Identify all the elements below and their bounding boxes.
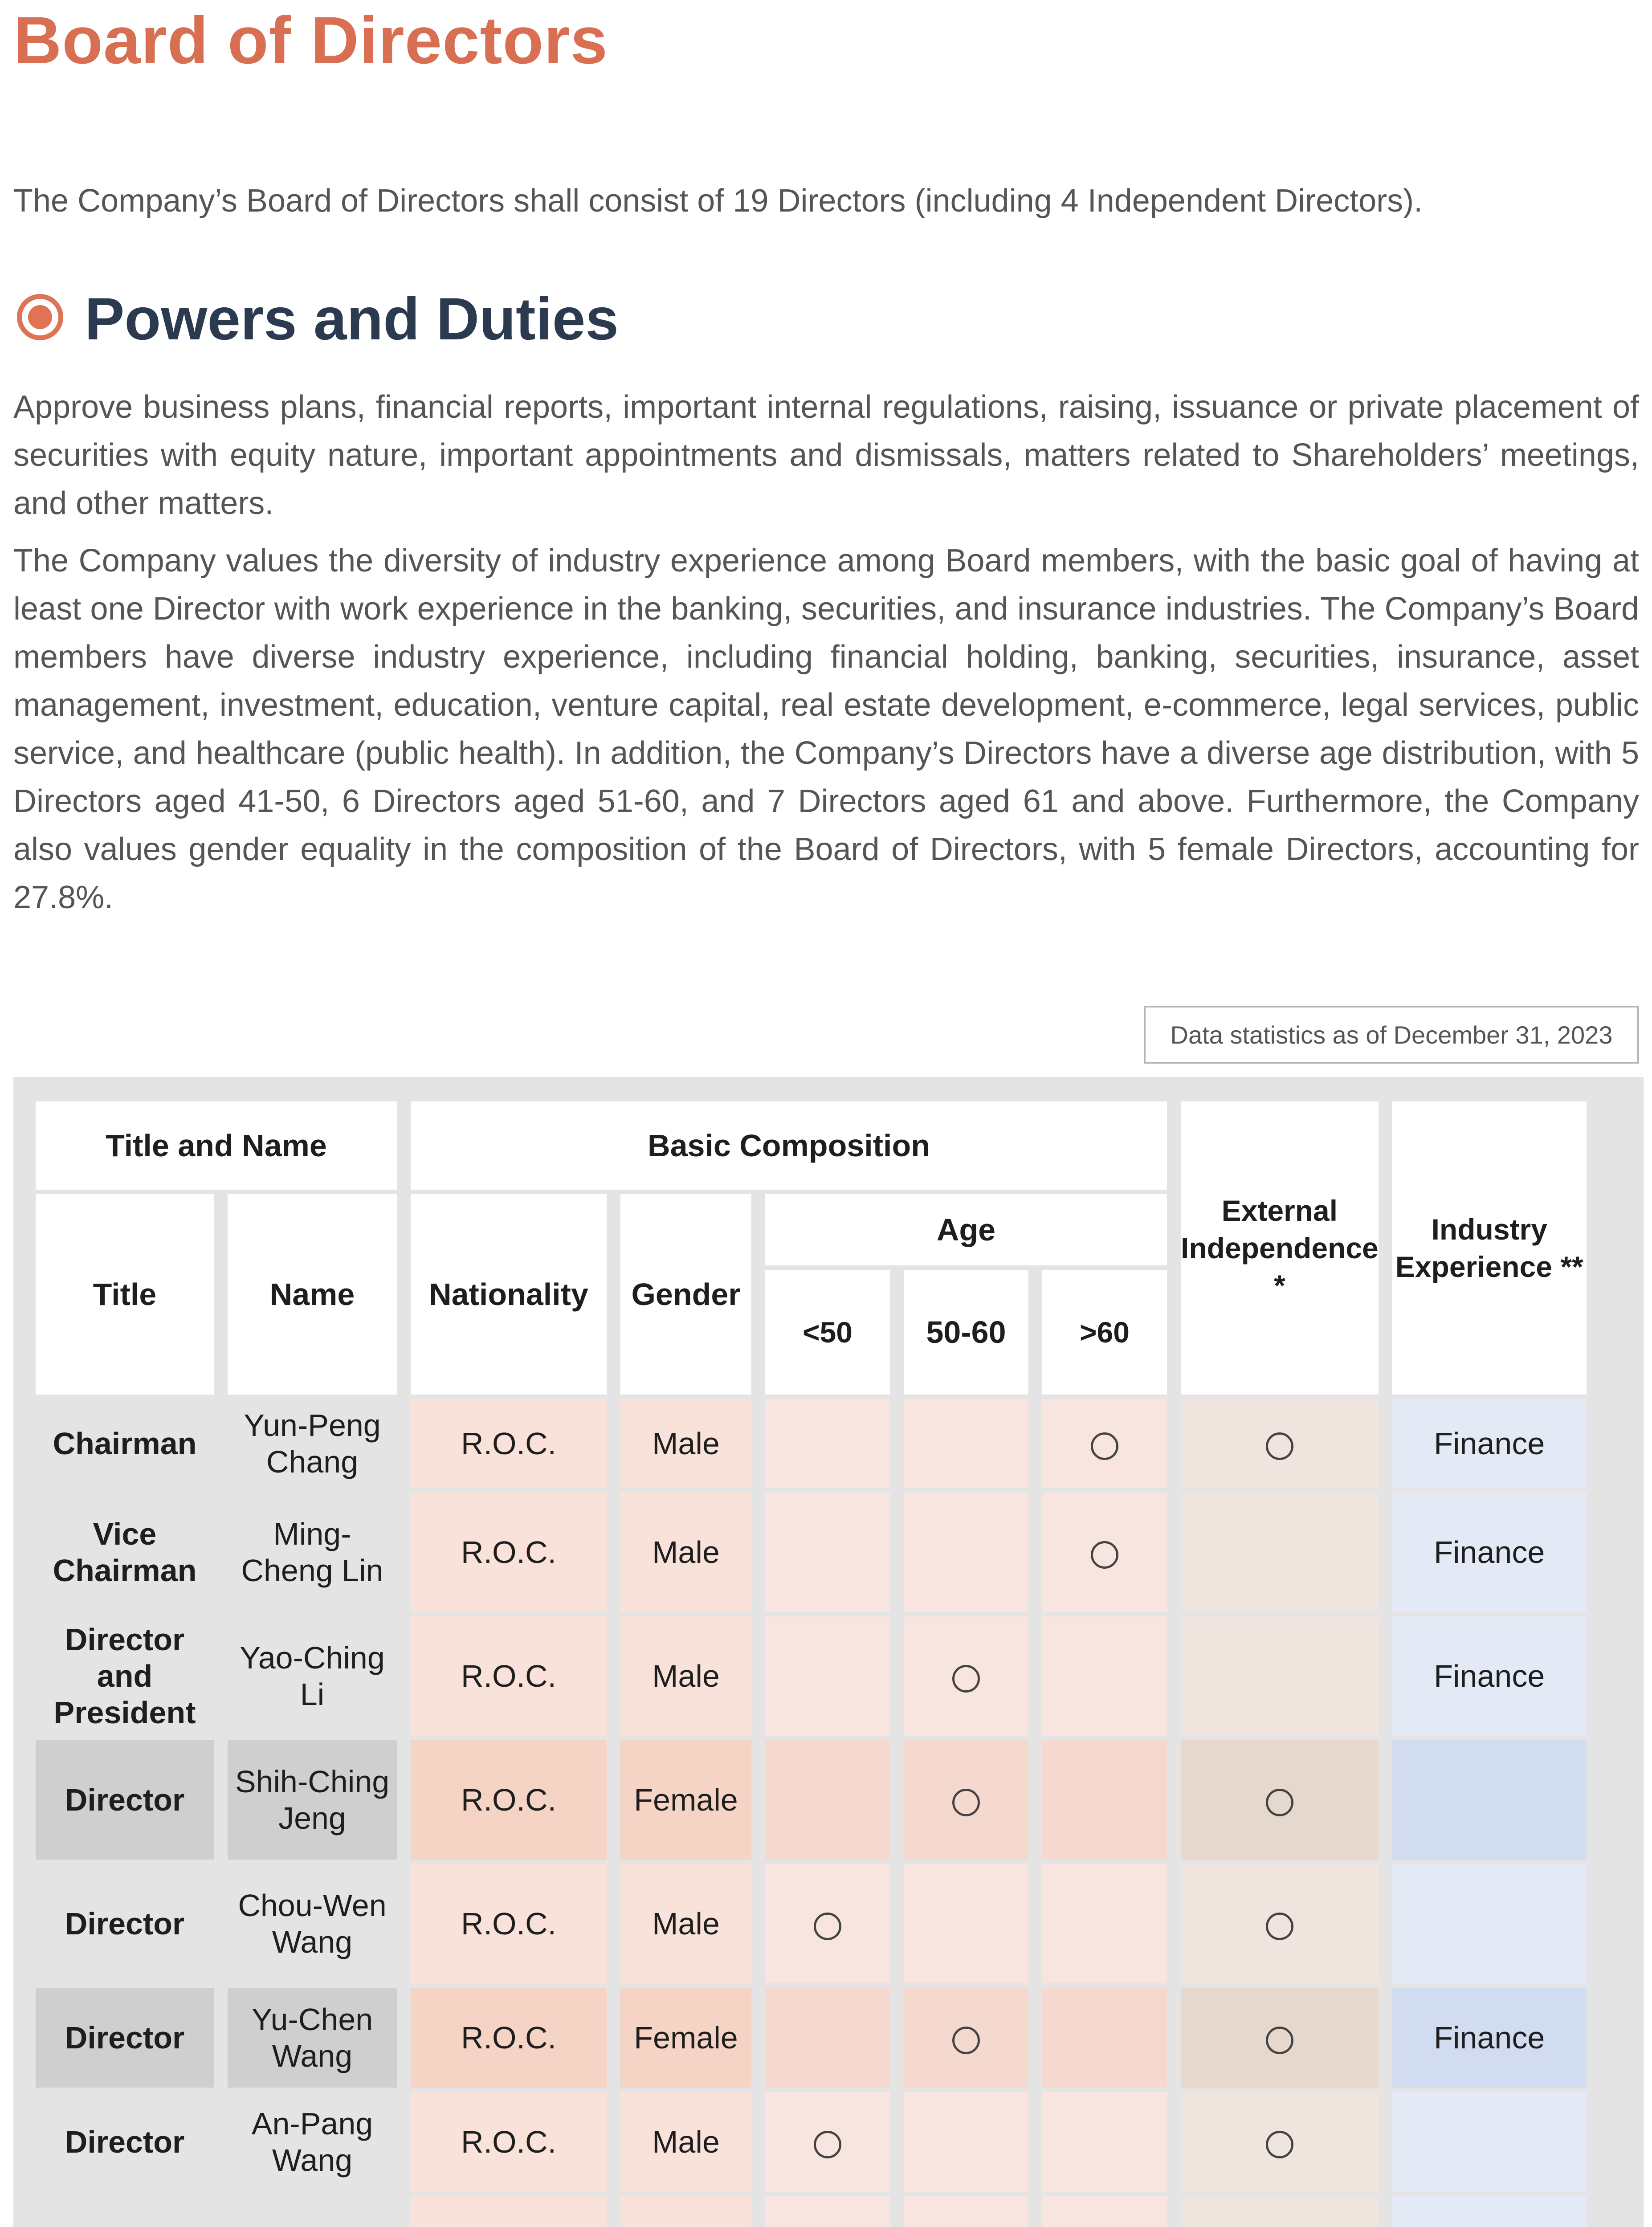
cell-nationality: R.O.C. xyxy=(411,1740,607,1860)
cell-age-50-60 xyxy=(904,2092,1028,2192)
table-row xyxy=(36,1399,1587,1488)
cell-industry-experience xyxy=(1392,2092,1587,2192)
cell-nationality xyxy=(411,2196,607,2227)
cell-age-lt50 xyxy=(765,1988,890,2088)
cell-age-gt60 xyxy=(1042,2196,1167,2227)
table-row xyxy=(36,2092,1587,2192)
cell-name: Ming-Cheng Lin xyxy=(228,1493,397,1612)
table-row xyxy=(36,1740,1587,1860)
header-nationality: Nationality xyxy=(411,1194,607,1395)
cell-industry-experience: Finance xyxy=(1392,1616,1587,1736)
cell-name: Chou-Wen Wang xyxy=(228,1864,397,1983)
page-title: Board of Directors xyxy=(13,3,608,77)
cell-external-independence xyxy=(1181,2092,1379,2192)
cell-title: Director xyxy=(36,1988,214,2088)
cell-age-gt60 xyxy=(1042,2092,1167,2192)
cell-name xyxy=(228,2196,397,2227)
cell-title: Vice Chairman xyxy=(36,1493,214,1612)
header-gender: Gender xyxy=(620,1194,751,1395)
cell-industry-experience: Finance xyxy=(1392,1988,1587,2088)
cell-age-lt50 xyxy=(765,1616,890,1736)
cell-industry-experience xyxy=(1392,2196,1587,2227)
cell-age-gt60 xyxy=(1042,1616,1167,1736)
cell-title xyxy=(36,2196,214,2227)
table-row xyxy=(36,1616,1587,1736)
cell-gender: Male xyxy=(620,1616,751,1736)
cell-age-50-60 xyxy=(904,1493,1028,1612)
cell-gender: Male xyxy=(620,2092,751,2192)
cell-industry-experience xyxy=(1392,1740,1587,1860)
circle-mark-icon xyxy=(952,1665,980,1693)
cell-nationality: R.O.C. xyxy=(411,1493,607,1612)
cell-name: Yao-Ching Li xyxy=(228,1616,397,1736)
cell-external-independence xyxy=(1181,1988,1379,2088)
cell-age-50-60 xyxy=(904,1740,1028,1860)
header-age-lt50: <50 xyxy=(765,1270,890,1395)
cell-title: Director xyxy=(36,2092,214,2192)
board-table-panel xyxy=(13,1077,1644,2227)
header-age: Age xyxy=(765,1194,1167,1265)
cell-title: Director and President xyxy=(36,1616,214,1736)
circle-mark-icon xyxy=(1266,1913,1293,1940)
table-body xyxy=(36,1399,1587,2227)
paragraph-powers: Approve business plans, financial reports, important internal regulations, raising, issuance or private placement of securities with equity nature, important appointments and dismissals, matters related to Shareholders’ meetings, and other matters. xyxy=(13,389,1639,521)
table-row xyxy=(36,1493,1587,1612)
header-title-and-name: Title and Name xyxy=(36,1101,397,1190)
table-row xyxy=(36,2196,1587,2227)
cell-external-independence xyxy=(1181,1740,1379,1860)
cell-gender: Female xyxy=(620,1988,751,2088)
cell-title: Director xyxy=(36,1864,214,1983)
circle-mark-icon xyxy=(952,2027,980,2054)
circle-mark-icon xyxy=(814,2131,841,2158)
paragraph-diversity: The Company values the diversity of industry experience among Board members, with the basic goal of having at least one Director with work experience in the banking, securities, and insurance industries. The Company’s Board members have diverse industry experience, including financial holding, banking, securities, insurance, asset management, investment, education, venture capital, real estate development, e-commerce, legal services, public service, and healthcare (public health). In addition, the Company’s Directors have a diverse age distribution, with 5 Directors aged 41-50, 6 Directors aged 51-60, and 7 Directors aged 61 and above. Furthermore, the Company also values gender equality in the composition of the Board of Directors, with 5 female Directors, accounting for 27.8%. xyxy=(13,543,1639,915)
cell-title: Director xyxy=(36,1740,214,1860)
cell-age-50-60 xyxy=(904,2196,1028,2227)
cell-external-independence xyxy=(1181,1399,1379,1488)
cell-age-gt60 xyxy=(1042,1988,1167,2088)
cell-age-gt60 xyxy=(1042,1493,1167,1612)
board-composition-table xyxy=(22,1097,1600,2227)
circle-mark-icon xyxy=(814,1913,841,1940)
cell-age-lt50 xyxy=(765,1493,890,1612)
header-age-50-60: 50-60 xyxy=(904,1270,1028,1395)
cell-nationality: R.O.C. xyxy=(411,1864,607,1983)
cell-age-50-60 xyxy=(904,1399,1028,1488)
cell-external-independence xyxy=(1181,1864,1379,1983)
cell-gender: Female xyxy=(620,1740,751,1860)
cell-age-50-60 xyxy=(904,1864,1028,1983)
cell-name: Yun-Peng Chang xyxy=(228,1399,397,1488)
cell-nationality: R.O.C. xyxy=(411,1616,607,1736)
cell-name: Shih-Ching Jeng xyxy=(228,1740,397,1860)
cell-industry-experience: Finance xyxy=(1392,1399,1587,1488)
cell-nationality: R.O.C. xyxy=(411,1988,607,2088)
circle-mark-icon xyxy=(952,1789,980,1816)
circle-mark-icon xyxy=(1266,2131,1293,2158)
section-title: Powers and Duties xyxy=(85,286,619,352)
intro-text: The Company’s Board of Directors shall consist of 19 Directors (including 4 Independent Directors). xyxy=(13,183,1423,219)
header-basic-composition: Basic Composition xyxy=(411,1101,1167,1190)
cell-age-gt60 xyxy=(1042,1399,1167,1488)
header-age-gt60: >60 xyxy=(1042,1270,1167,1395)
cell-industry-experience: Finance xyxy=(1392,1493,1587,1612)
cell-name: An-Pang Wang xyxy=(228,2092,397,2192)
cell-gender: Male xyxy=(620,1864,751,1983)
cell-age-lt50 xyxy=(765,1740,890,1860)
circle-mark-icon xyxy=(1091,1432,1118,1460)
cell-gender xyxy=(620,2196,751,2227)
cell-age-lt50 xyxy=(765,1399,890,1488)
circle-mark-icon xyxy=(1266,1789,1293,1816)
cell-age-lt50 xyxy=(765,1864,890,1983)
circle-mark-icon xyxy=(1266,1432,1293,1460)
cell-age-lt50 xyxy=(765,2092,890,2192)
cell-name: Yu-Chen Wang xyxy=(228,1988,397,2088)
cell-gender: Male xyxy=(620,1399,751,1488)
cell-gender: Male xyxy=(620,1493,751,1612)
cell-external-independence xyxy=(1181,2196,1379,2227)
bullet-circle-icon xyxy=(17,294,63,340)
cell-external-independence xyxy=(1181,1616,1379,1736)
cell-age-gt60 xyxy=(1042,1864,1167,1983)
cell-nationality: R.O.C. xyxy=(411,2092,607,2192)
cell-external-independence xyxy=(1181,1493,1379,1612)
cell-industry-experience xyxy=(1392,1864,1587,1983)
header-external-independence: External Independence * xyxy=(1181,1101,1379,1395)
circle-mark-icon xyxy=(1266,2027,1293,2054)
header-title: Title xyxy=(36,1194,214,1395)
cell-nationality: R.O.C. xyxy=(411,1399,607,1488)
cell-age-50-60 xyxy=(904,1988,1028,2088)
table-row xyxy=(36,1864,1587,1983)
cell-age-50-60 xyxy=(904,1616,1028,1736)
table-row xyxy=(36,1988,1587,2088)
cell-age-gt60 xyxy=(1042,1740,1167,1860)
header-name: Name xyxy=(228,1194,397,1395)
circle-mark-icon xyxy=(1091,1541,1118,1569)
data-statistics-note: Data statistics as of December 31, 2023 xyxy=(1144,1006,1639,1064)
header-industry-experience: Industry Experience ** xyxy=(1392,1101,1587,1395)
cell-age-lt50 xyxy=(765,2196,890,2227)
cell-title: Chairman xyxy=(36,1399,214,1488)
